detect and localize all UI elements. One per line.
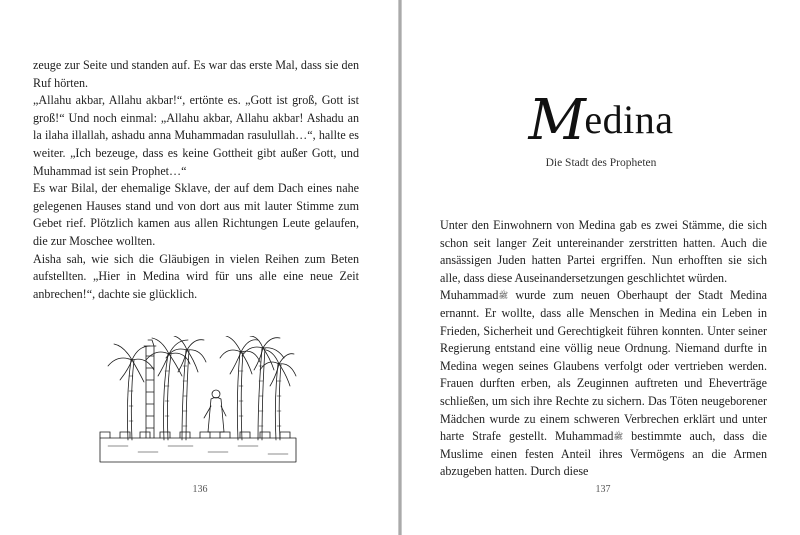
page-number: 137	[595, 484, 611, 495]
chapter-subtitle: Die Stadt des Propheten	[545, 157, 657, 169]
left-page-text	[33, 57, 359, 303]
right-page	[402, 0, 800, 535]
blessing-glyph: ﷺ	[498, 291, 509, 301]
title-rest: edina	[584, 97, 674, 142]
name-muhammad: Muhammad	[555, 429, 614, 444]
left-page	[0, 0, 398, 535]
paragraph: Es war Bilal, der ehemalige Sklave, der auf dem Dach eines nahe gelegenen Hauses stand und von dort aus mit lauter Stimme zum Gebet rief. Plötzlich kamen aus allen Richtungen Leute gelaufen, die zur Moschee wollten.	[33, 181, 359, 248]
page-number: 136	[192, 484, 208, 495]
paragraph-text: bestimmte auch, dass die Muslime einen festen Anteil ihres Vermögens an die Armen abzugeben hatten. Durch diese	[440, 429, 767, 479]
palm-trees-illustration	[98, 336, 298, 466]
chapter-title	[402, 88, 800, 153]
name-muhammad: Muhammad	[440, 288, 499, 303]
paragraph: zeuge zur Seite und standen auf. Es war das erste Mal, dass sie den Ruf hörten.	[33, 58, 359, 90]
paragraph: Aisha sah, wie sich die Gläubigen in vielen Reihen zum Beten aufstellten. „Hier in Medina wird für uns alle eine neue Zeit anbrechen!“, dachte sie glücklich.	[33, 251, 359, 301]
paragraph-text: wurde zum neuen Oberhaupt der Stadt Medina ernannt. Er wollte, dass alle Menschen in Medina ein Leben in Frieden, Sicherheit und Gerechtigkeit führen konnten. Unter seiner Regierung entstand eine völlig neue Ordnung. Niemand durfte in Medina wegen seines Glaubens verfolgt oder vertrieben werden. Frauen durften erben, als Zeuginnen auftreten und Eheverträge schließen, um sich ihre Rechte zu sichern. Das Töten neugeborener Mädchen wurde zu einem schweren Verbrechen erklärt und unter harte Strafe gestellt.	[440, 288, 767, 444]
paragraph: Unter den Einwohnern von Medina gab es zwei Stämme, die sich schon seit langer Zeit untereinander zerstritten hatten. Auch die ansässigen Juden hatten Partei ergriffen. Nun erhofften sie sich alle, dass diese Auseinandersetzungen geschlichtet würden.	[440, 218, 767, 285]
title-initial: M	[528, 88, 587, 153]
paragraph	[440, 287, 767, 481]
paragraph: „Allahu akbar, Allahu akbar!“, ertönte es. „Gott ist groß, Gott ist groß!“ Und noch einmal: „Allahu akbar, Allahu akbar! Ashadu an la ilaha illallah, ashadu anna Muhammadan rasulullah…“, hallte es weiter. „Ich bezeuge, dass es keine Gottheit gibt außer Gott, und Muhammad ist sein Prophet…“	[33, 93, 359, 178]
blessing-glyph: ﷺ	[613, 432, 624, 442]
right-page-text	[440, 217, 767, 481]
